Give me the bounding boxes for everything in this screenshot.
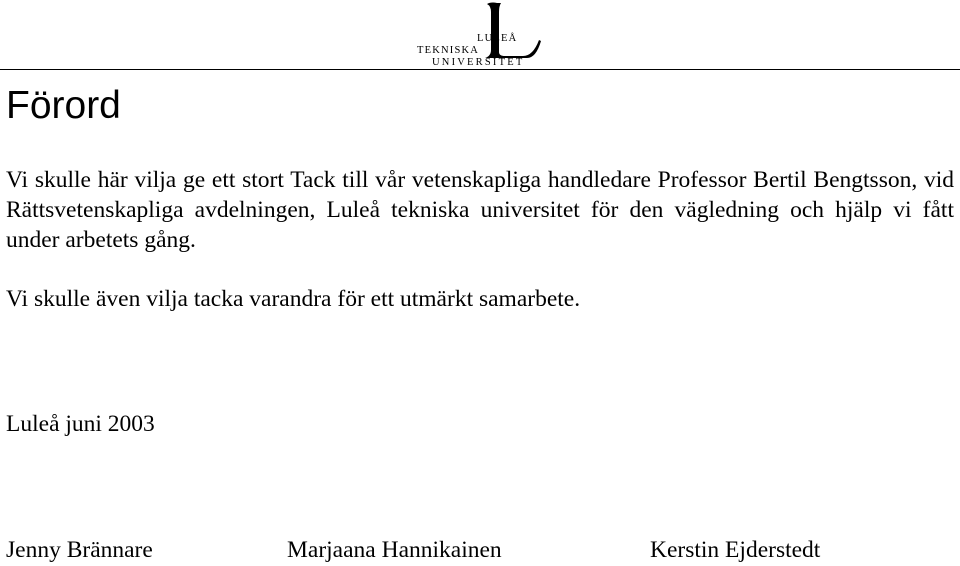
signature-name: Kerstin Ejderstedt bbox=[650, 537, 821, 563]
logo-text-universitet: UNIVERSITET bbox=[432, 57, 525, 68]
logo-text-tekniska: TEKNISKA bbox=[417, 45, 480, 56]
signature-name: Marjaana Hannikainen bbox=[287, 537, 502, 563]
logo-text-lulea: LULEÅ bbox=[477, 33, 518, 44]
place-date: Luleå juni 2003 bbox=[6, 411, 155, 437]
acknowledgement-paragraph: Vi skulle här vilja ge ett stort Tack till vår vetenskapliga handledare Professor Bertil Bengtsson, vid Rättsvetenskapliga avdelningen, Luleå tekniska universitet för den vägledning och hjälp vi fått under arbetets gång. bbox=[6, 167, 954, 253]
page-title: Förord bbox=[6, 84, 121, 127]
header-rule bbox=[0, 69, 960, 70]
thanks-paragraph: Vi skulle även vilja tacka varandra för ett utmärkt samarbete. bbox=[6, 286, 581, 312]
logo-l-glyph-icon bbox=[483, 0, 543, 62]
university-logo bbox=[415, 0, 545, 70]
signature-name: Jenny Brännare bbox=[6, 537, 153, 563]
